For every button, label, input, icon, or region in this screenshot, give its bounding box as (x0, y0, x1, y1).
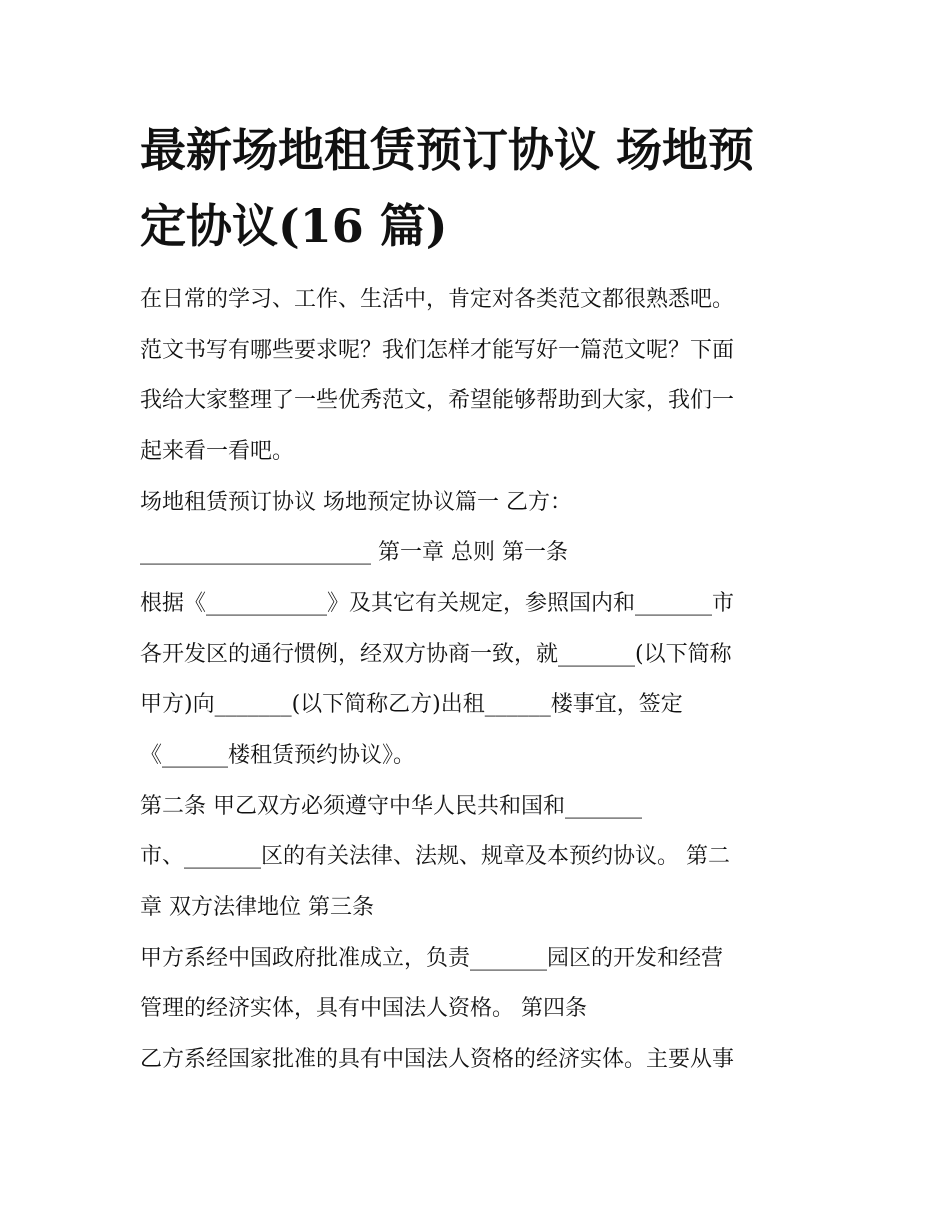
document-title (140, 112, 820, 264)
body-line-4: 起来看一看吧。 (140, 439, 295, 464)
body-line-1: 在日常的学习、工作、生活中，肯定对各类范文都很熟悉吧。 (140, 287, 735, 312)
body-line-12: 市、_______区的有关法律、法规、规章及本预约协议。 第二 (140, 844, 730, 869)
body-line-16: 乙方系经国家批准的具有中国法人资格的经济实体。主要从事 (140, 1047, 735, 1072)
body-line-7: 根据《___________》及其它有关规定，参照国内和_______市 (140, 591, 735, 616)
body-line-10: 《______楼租赁预约协议》。 (140, 743, 416, 768)
body-line-15: 管理的经济实体，具有中国法人资格。 第四条 (140, 996, 587, 1021)
body-line-6: _____________________ 第一章 总则 第一条 (140, 540, 568, 565)
body-line-8: 各开发区的通行惯例，经双方协商一致，就_______(以下简称 (140, 642, 732, 667)
body-line-13: 章 双方法律地位 第三条 (140, 895, 374, 920)
body-line-2: 范文书写有哪些要求呢？我们怎样才能写好一篇范文呢？下面 (140, 338, 735, 363)
body-line-5: 场地租赁预订协议 场地预定协议篇一 乙方： (140, 490, 572, 515)
title-line-1: 最新场地租赁预订协议 场地预 (140, 123, 755, 177)
title-line-2: 定协议(16 篇) (140, 199, 448, 253)
body-line-9: 甲方)向_______(以下简称乙方)出租______楼事宜，签定 (140, 692, 683, 717)
body-line-11: 第二条 甲乙双方必须遵守中华人民共和国和_______ (140, 794, 642, 819)
body-line-3: 我给大家整理了一些优秀范文，希望能够帮助到大家，我们一 (140, 388, 735, 413)
body-line-14: 甲方系经中国政府批准成立，负责_______园区的开发和经营 (140, 946, 724, 971)
